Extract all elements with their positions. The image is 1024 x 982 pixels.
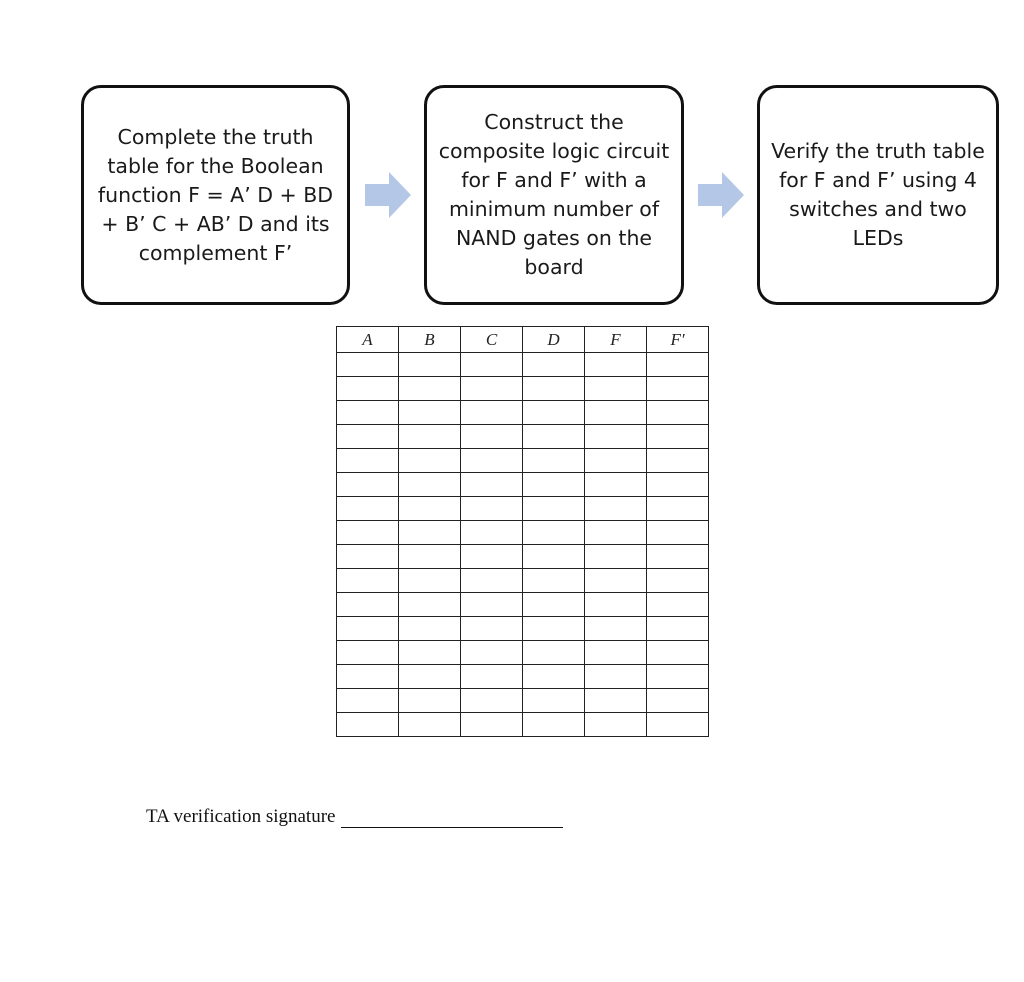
- table-cell[interactable]: [399, 497, 461, 521]
- table-row: [337, 497, 709, 521]
- step-text: Complete the truth table for the Boolean function F = A’ D + BD + B’ C + AB’ D and its complement F’: [97, 124, 334, 265]
- table-cell[interactable]: [337, 425, 399, 449]
- table-cell[interactable]: [337, 401, 399, 425]
- table-cell[interactable]: [585, 713, 647, 737]
- table-cell[interactable]: [585, 641, 647, 665]
- table-row: [337, 689, 709, 713]
- table-cell[interactable]: [337, 449, 399, 473]
- table-row: [337, 521, 709, 545]
- table-row: [337, 569, 709, 593]
- table-cell[interactable]: [585, 401, 647, 425]
- table-cell[interactable]: [337, 617, 399, 641]
- step-box-construct-circuit: [424, 85, 684, 305]
- table-cell[interactable]: [523, 689, 585, 713]
- table-cell[interactable]: [399, 689, 461, 713]
- table-cell[interactable]: [647, 353, 709, 377]
- table-cell[interactable]: [337, 353, 399, 377]
- table-cell[interactable]: [523, 665, 585, 689]
- table-cell[interactable]: [461, 497, 523, 521]
- table-cell[interactable]: [523, 425, 585, 449]
- table-cell[interactable]: [337, 641, 399, 665]
- table-cell[interactable]: [461, 377, 523, 401]
- table-cell[interactable]: [523, 569, 585, 593]
- table-cell[interactable]: [585, 593, 647, 617]
- table-cell[interactable]: [647, 449, 709, 473]
- table-cell[interactable]: [647, 377, 709, 401]
- header-b: B: [399, 327, 461, 353]
- table-cell[interactable]: [585, 521, 647, 545]
- table-cell[interactable]: [523, 521, 585, 545]
- table-cell[interactable]: [337, 569, 399, 593]
- table-cell[interactable]: [523, 401, 585, 425]
- table-cell[interactable]: [585, 665, 647, 689]
- table-cell[interactable]: [461, 401, 523, 425]
- table-cell[interactable]: [523, 473, 585, 497]
- table-cell[interactable]: [647, 689, 709, 713]
- table-cell[interactable]: [523, 713, 585, 737]
- table-row: [337, 713, 709, 737]
- table-cell[interactable]: [523, 617, 585, 641]
- table-cell[interactable]: [585, 545, 647, 569]
- table-row: [337, 665, 709, 689]
- table-row: [337, 449, 709, 473]
- table-cell[interactable]: [337, 593, 399, 617]
- table-cell[interactable]: [461, 449, 523, 473]
- step-text: Verify the truth table for F and F’ using 4 switches and two LEDs: [771, 139, 985, 250]
- table-cell[interactable]: [647, 425, 709, 449]
- table-cell[interactable]: [399, 425, 461, 449]
- table-row: [337, 401, 709, 425]
- table-cell[interactable]: [585, 497, 647, 521]
- table-cell[interactable]: [523, 593, 585, 617]
- table-cell[interactable]: [399, 473, 461, 497]
- table-cell[interactable]: [461, 521, 523, 545]
- table-cell[interactable]: [585, 353, 647, 377]
- header-d: D: [523, 327, 585, 353]
- table-cell[interactable]: [647, 569, 709, 593]
- table-row: [337, 473, 709, 497]
- table-cell[interactable]: [461, 641, 523, 665]
- table-cell[interactable]: [647, 665, 709, 689]
- table-cell[interactable]: [461, 689, 523, 713]
- table-cell[interactable]: [461, 473, 523, 497]
- table-cell[interactable]: [523, 377, 585, 401]
- table-cell[interactable]: [399, 353, 461, 377]
- table-cell[interactable]: [399, 617, 461, 641]
- truth-table-header-row: [337, 327, 709, 353]
- table-row: [337, 545, 709, 569]
- table-cell[interactable]: [647, 473, 709, 497]
- table-cell[interactable]: [399, 521, 461, 545]
- arrow-shape: [698, 172, 744, 218]
- table-cell[interactable]: [399, 545, 461, 569]
- table-cell[interactable]: [337, 689, 399, 713]
- table-cell[interactable]: [399, 401, 461, 425]
- table-cell[interactable]: [461, 425, 523, 449]
- table-cell[interactable]: [399, 377, 461, 401]
- table-cell[interactable]: [337, 473, 399, 497]
- table-cell[interactable]: [647, 497, 709, 521]
- right-arrow-icon: [698, 172, 744, 218]
- step-text: Construct the composite logic circuit for F and F’ with a minimum number of NAND gates on the board: [438, 110, 670, 279]
- table-cell[interactable]: [523, 353, 585, 377]
- signature-field: [146, 806, 563, 828]
- table-cell[interactable]: [585, 689, 647, 713]
- table-cell[interactable]: [523, 449, 585, 473]
- table-cell[interactable]: [337, 497, 399, 521]
- table-row: [337, 353, 709, 377]
- table-cell[interactable]: [585, 473, 647, 497]
- table-cell[interactable]: [461, 713, 523, 737]
- signature-label: TA verification signature: [146, 806, 336, 827]
- table-cell[interactable]: [585, 617, 647, 641]
- table-cell[interactable]: [399, 449, 461, 473]
- header-f: F: [585, 327, 647, 353]
- table-cell[interactable]: [461, 545, 523, 569]
- table-cell[interactable]: [647, 617, 709, 641]
- header-c: C: [461, 327, 523, 353]
- table-cell[interactable]: [461, 617, 523, 641]
- table-cell[interactable]: [399, 569, 461, 593]
- signature-line[interactable]: [341, 807, 563, 828]
- table-cell[interactable]: [337, 713, 399, 737]
- table-cell[interactable]: [337, 545, 399, 569]
- table-cell[interactable]: [647, 641, 709, 665]
- table-row: [337, 641, 709, 665]
- table-row: [337, 377, 709, 401]
- table-cell[interactable]: [523, 497, 585, 521]
- table-cell[interactable]: [337, 521, 399, 545]
- table-cell[interactable]: [461, 353, 523, 377]
- header-a: A: [337, 327, 399, 353]
- table-cell[interactable]: [647, 713, 709, 737]
- table-cell[interactable]: [585, 569, 647, 593]
- table-row: [337, 593, 709, 617]
- truth-table: [336, 326, 709, 737]
- table-cell[interactable]: [647, 545, 709, 569]
- table-cell[interactable]: [461, 569, 523, 593]
- table-cell[interactable]: [523, 545, 585, 569]
- right-arrow-icon: [365, 172, 411, 218]
- step-box-verify: [757, 85, 999, 305]
- table-cell[interactable]: [585, 449, 647, 473]
- table-cell[interactable]: [399, 713, 461, 737]
- table-cell[interactable]: [523, 641, 585, 665]
- table-cell[interactable]: [337, 377, 399, 401]
- arrow-shape: [365, 172, 411, 218]
- table-cell[interactable]: [337, 665, 399, 689]
- table-cell[interactable]: [647, 521, 709, 545]
- table-cell[interactable]: [585, 377, 647, 401]
- table-cell[interactable]: [399, 641, 461, 665]
- table-cell[interactable]: [647, 593, 709, 617]
- table-row: [337, 617, 709, 641]
- table-cell[interactable]: [399, 593, 461, 617]
- table-cell[interactable]: [461, 593, 523, 617]
- truth-table-body: [337, 353, 709, 737]
- table-cell[interactable]: [399, 665, 461, 689]
- table-cell[interactable]: [647, 401, 709, 425]
- step-box-truth-table: [81, 85, 350, 305]
- table-cell[interactable]: [585, 425, 647, 449]
- table-cell[interactable]: [461, 665, 523, 689]
- table-row: [337, 425, 709, 449]
- header-f-complement: F′: [647, 327, 709, 353]
